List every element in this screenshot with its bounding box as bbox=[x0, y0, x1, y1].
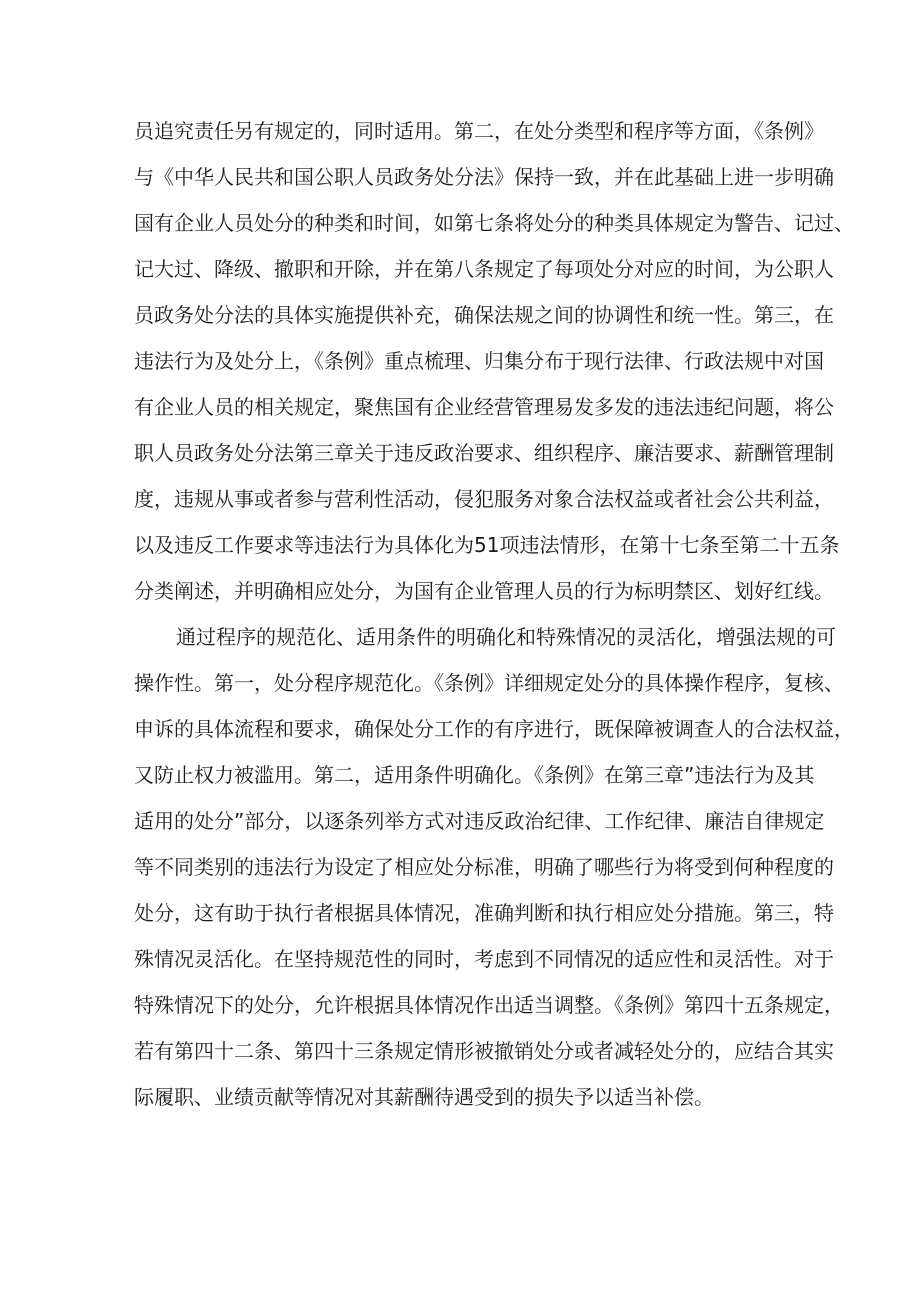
text-line: 殊情况灵活化。在坚持规范性的同时，考虑到不同情况的适应性和灵活性。对于 bbox=[134, 947, 834, 971]
text-line: 等不同类别的违法行为设定了相应处分标准，明确了哪些行为将受到何种程度的 bbox=[134, 855, 834, 879]
paragraph-first-line: 通过程序的规范化、适用条件的明确化和特殊情况的灵活化，增强法规的可 bbox=[176, 625, 836, 649]
text-line: 度，违规从事或者参与营利性活动，侵犯服务对象合法权益或者社会公共利益， bbox=[134, 487, 834, 511]
text-line: 际履职、业绩贡献等情况对其薪酬待遇受到的损失予以适当补偿。 bbox=[134, 1085, 714, 1109]
text-line: 与《中华人民共和国公职人员政务处分法》保持一致，并在此基础上进一步明确 bbox=[134, 165, 834, 189]
text-line: 员追究责任另有规定的，同时适用。第二，在处分类型和程序等方面，《条例》 bbox=[134, 119, 824, 143]
text-line: 职人员政务处分法第三章关于违反政治要求、组织程序、廉洁要求、薪酬管理制 bbox=[134, 441, 834, 465]
text-line: 申诉的具体流程和要求，确保处分工作的有序进行，既保障被调查人的合法权益， bbox=[134, 717, 854, 741]
text-line: 有企业人员的相关规定，聚焦国有企业经营管理易发多发的违法违纪问题，将公 bbox=[134, 395, 834, 419]
text-line: 记大过、降级、撤职和开除，并在第八条规定了每项处分对应的时间，为公职人 bbox=[134, 257, 834, 281]
text-line: 若有第四十二条、第四十三条规定情形被撤销处分或者减轻处分的，应结合其实 bbox=[134, 1039, 834, 1063]
text-line: 特殊情况下的处分，允许根据具体情况作出适当调整。《条例》第四十五条规定， bbox=[134, 993, 844, 1017]
text-line: 处分，这有助于执行者根据具体情况，准确判断和执行相应处分措施。第三，特 bbox=[134, 901, 834, 925]
text-line: 适用的处分”部分，以逐条列举方式对违反政治纪律、工作纪律、廉洁自律规定 bbox=[134, 809, 825, 833]
text-line: 又防止权力被滥用。第二，适用条件明确化。《条例》在第三章”违法行为及其 bbox=[134, 763, 815, 787]
text-line: 以及违反工作要求等违法行为具体化为51项违法情形，在第十七条至第二十五条 bbox=[134, 533, 840, 557]
text-line: 操作性。第一，处分程序规范化。《条例》详细规定处分的具体操作程序，复核、 bbox=[134, 671, 844, 695]
text-line: 违法行为及处分上，《条例》重点梳理、归集分布于现行法律、行政法规中对国 bbox=[134, 349, 824, 373]
text-line: 分类阐述，并明确相应处分，为国有企业管理人员的行为标明禁区、划好红线。 bbox=[134, 579, 834, 603]
text-line: 国有企业人员处分的种类和时间，如第七条将处分的种类具体规定为警告、记过、 bbox=[134, 211, 854, 235]
text-line: 员政务处分法的具体实施提供补充，确保法规之间的协调性和统一性。第三，在 bbox=[134, 303, 834, 327]
